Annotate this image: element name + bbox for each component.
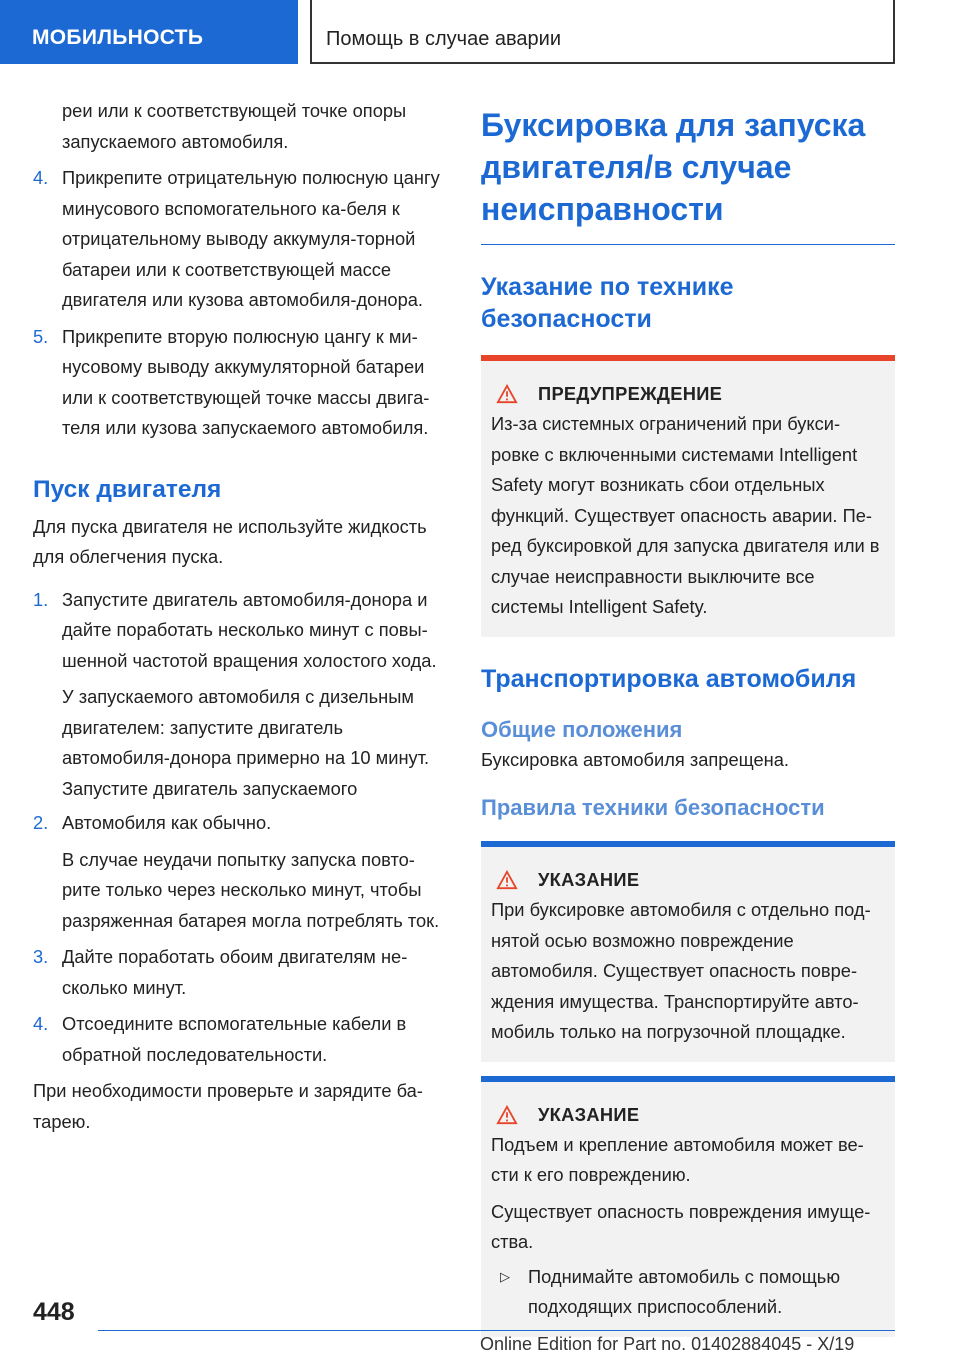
warning-triangle-icon bbox=[496, 1105, 518, 1125]
safety-heading: Указание по технике безопасности bbox=[481, 273, 734, 333]
engine-start-heading: Пуск двигателя bbox=[33, 475, 222, 503]
page-number: 448 bbox=[33, 1298, 75, 1326]
general-heading: Общие положения bbox=[481, 716, 683, 742]
warning-text: Из-за системных ограничений при букси-ровке с включенными системами Intelligent Safety могут возникать сбои отдельных функций. Существует опасность аварии. Пе-ред буксировкой для запуска двигателя или в случае неисправности выключите все системы Intelligent Safety. bbox=[491, 413, 880, 617]
step-item: 3. Дайте поработать обоим двигателям не-сколько минут. bbox=[33, 946, 408, 998]
general-text: Буксировка автомобиля запрещена. bbox=[481, 748, 789, 770]
warning-label: ПРЕДУПРЕЖДЕНИЕ bbox=[538, 383, 723, 404]
intro-continuation: реи или к соответствующей точке опоры запускаемого автомобиля. bbox=[62, 100, 407, 152]
warning-box bbox=[481, 355, 895, 637]
notice-text: Существует опасность повреждения имуще-ства. bbox=[491, 1200, 871, 1252]
closing-text: При необходимости проверьте и зарядите ба-тарею. bbox=[33, 1080, 423, 1132]
engine-start-intro: Для пуска двигателя не используйте жидкость для облегчения пуска. bbox=[33, 515, 427, 567]
notice-label: УКАЗАНИЕ bbox=[538, 869, 640, 890]
left-column bbox=[33, 96, 448, 1137]
notice-box bbox=[481, 1076, 895, 1337]
warning-triangle-icon bbox=[496, 384, 518, 404]
rules-heading: Правила техники безопасности bbox=[481, 795, 825, 820]
notice-text: Подъем и крепление автомобиля может ве-сти к его повреждению. bbox=[491, 1133, 864, 1185]
right-column bbox=[481, 104, 895, 1337]
step-note: В случае неудачи попытку запуска повто-рите только через несколько минут, чтобы разряженная батарея могла потреблять ток. bbox=[62, 848, 440, 931]
heading-rule bbox=[481, 244, 895, 245]
main-heading: Буксировка для запуска двигателя/в случае неисправности bbox=[481, 107, 866, 227]
bullet-item: ▷ Поднимайте автомобиль с помощью подходящих приспособлений. bbox=[486, 1262, 883, 1323]
step-note: У запускаемого автомобиля с дизельным двигателем: запустите двигатель автомобиля-донора примерно на 10 минут. Запустите двигатель запускаемого bbox=[62, 686, 430, 799]
footer-rule bbox=[98, 1330, 895, 1331]
transport-heading: Транспортировка автомобиля bbox=[481, 664, 857, 693]
step-item: 2. Автомобиля как обычно. bbox=[33, 812, 272, 833]
notice-text: При буксировке автомобиля с отдельно под-нятой осью возможно повреждение автомобиля. Существует опасность повре-ждения имущества. Транспортируйте авто-мобиль только на погрузочной площадке. bbox=[491, 899, 871, 1042]
notice-label: УКАЗАНИЕ bbox=[538, 1103, 640, 1125]
section-tab: МОБИЛЬНОСТЬ bbox=[0, 0, 298, 64]
notice-box bbox=[481, 841, 895, 1062]
step-item: 4. Прикрепите отрицательную полюсную цангу минусового вспомогательного ка-беля к отрицательному выводу аккумуля-торной батареи или к соответствующей массе двигателя или кузова автомобиля-донора. bbox=[33, 167, 440, 310]
warning-triangle-icon bbox=[496, 870, 518, 890]
edition-text: Online Edition for Part no. 01402884045 - X/19 bbox=[480, 1334, 855, 1354]
step-item: 4. Отсоедините вспомогательные кабели в обратной последовательности. bbox=[33, 1013, 407, 1065]
step-item: 1. Запустите двигатель автомобиля-донора и дайте поработать несколько минут с повы-шенной частотой вращения холостого хода. bbox=[33, 588, 437, 671]
bullet-triangle-icon: ▷ bbox=[500, 1268, 510, 1284]
chapter-title: Помощь в случае аварии bbox=[310, 0, 895, 64]
step-item: 5. Прикрепите вторую полюсную цангу к ми-нусовому выводу аккумуляторной батареи или к соответствующей точке массы двига-теля или кузова запускаемого автомобиля. bbox=[33, 325, 430, 438]
